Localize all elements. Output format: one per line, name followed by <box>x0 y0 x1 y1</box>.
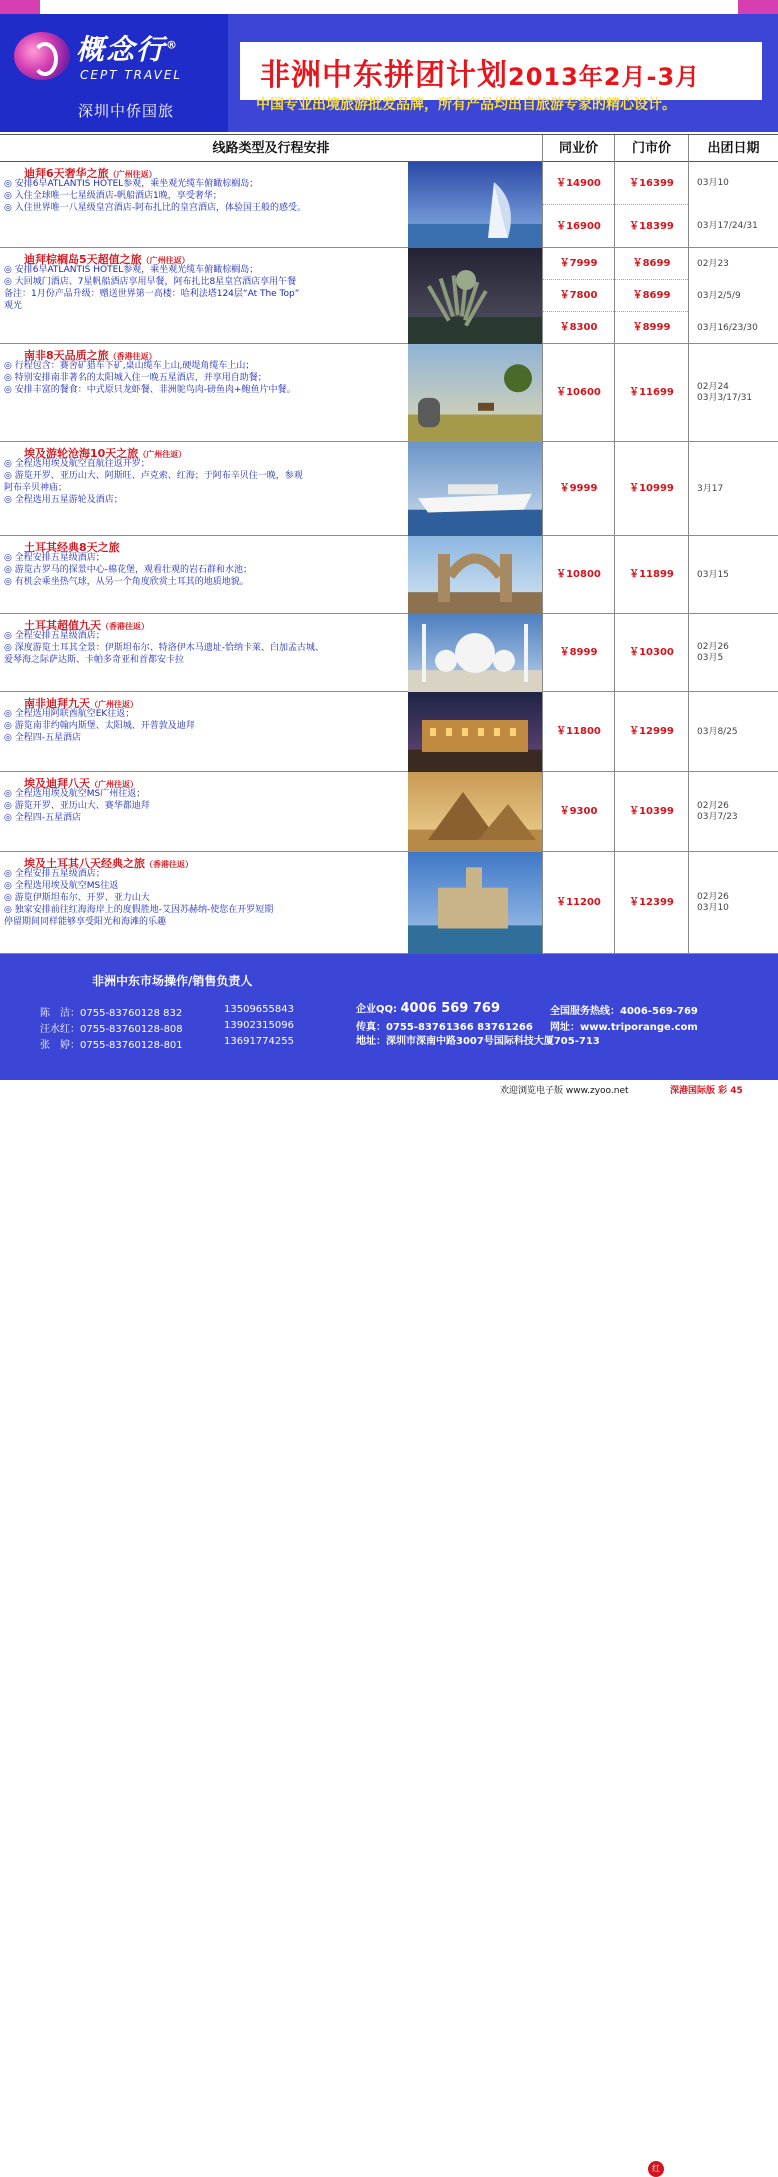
route-description <box>4 868 406 928</box>
departure-date-column <box>688 162 778 248</box>
route-photo <box>408 852 542 954</box>
route-description-line: ◎ 安排丰富的餐食：中式原只龙虾餐、非洲鸵鸟肉-磅鱼肉+鲍鱼片中餐。 <box>4 385 296 395</box>
route-row <box>0 536 778 614</box>
departure-date: 03月10 <box>697 178 729 188</box>
route-photo-icon <box>408 248 542 344</box>
retail-price-column <box>614 344 688 442</box>
bottom-bar <box>0 1080 778 2173</box>
route-photo-icon <box>408 692 542 772</box>
trade-price: ￥11800 <box>556 726 601 737</box>
route-description <box>4 264 406 312</box>
hotline: 全国服务热线：4006-569-769 <box>550 1006 698 1017</box>
main-title: 非洲中东拼团计划2013年2月-3月 <box>260 58 701 93</box>
trade-price: ￥11200 <box>556 897 601 908</box>
trade-price-column <box>542 442 614 536</box>
route-description <box>4 552 406 588</box>
route-title: 迪拜棕榈岛5天超值之旅（广州往返） <box>24 253 190 266</box>
route-description-line: ◎ 全程选用阿联酋航空EK往返； <box>4 709 135 719</box>
route-photo <box>408 442 542 536</box>
trade-price: ￥9300 <box>559 806 598 817</box>
route-description-line: ◎ 特别安排南非著名的太阳城入住一晚五星酒店，并享用自助餐； <box>4 373 267 383</box>
retail-price: ￥8999 <box>632 322 671 333</box>
route-photo-icon <box>408 162 542 248</box>
retail-price: ￥10999 <box>629 483 674 494</box>
route-photo <box>408 614 542 692</box>
departure-date-column <box>688 536 778 614</box>
route-description-line: ◎ 游览伊斯坦布尔、开罗、亚力山大 <box>4 893 150 903</box>
route-description <box>4 708 406 744</box>
retail-price: ￥12999 <box>629 726 674 737</box>
header-departure-date: 出团日期 <box>688 135 778 162</box>
trade-price-column <box>542 162 614 248</box>
route-photo <box>408 162 542 248</box>
route-description-line: ◎ 全程安排五星级酒店； <box>4 553 105 563</box>
retail-price: ￥10399 <box>629 806 674 817</box>
route-title: 土耳其超值九天（香港往返） <box>24 619 149 632</box>
route-description-line: ◎ 有机会乘坐热气球，从另一个角度欣赏土耳其的地质地貌。 <box>4 577 249 587</box>
departure-date-column <box>688 344 778 442</box>
trade-price: ￥7999 <box>543 248 614 280</box>
route-title: 埃及土耳其八天经典之旅（香港往返） <box>24 857 193 870</box>
brand-logo-icon <box>14 32 70 80</box>
route-description <box>4 458 406 506</box>
departure-date: 03月8/25 <box>697 726 738 737</box>
route-photo <box>408 692 542 772</box>
route-photo-icon <box>408 442 542 536</box>
trade-price: ￥10800 <box>556 569 601 580</box>
trade-price-column <box>542 536 614 614</box>
logo-english: CEPT TRAVEL <box>80 68 183 82</box>
route-description-line: ◎ 全程选用埃及航空MS往返 <box>4 881 119 891</box>
trade-price: ￥7800 <box>543 280 614 312</box>
route-description-line: 阿布辛贝神庙； <box>4 483 68 493</box>
retail-price-column <box>614 248 688 344</box>
route-photo-icon <box>408 344 542 442</box>
route-description-line: ◎ 入住世界唯一八星级皇宫酒店-阿布扎比的皇宫酒店，体验国王般的感受。 <box>4 203 306 213</box>
route-photo-icon <box>408 852 542 954</box>
edition-badge: 红 <box>648 2161 664 2177</box>
departure-date: 03月15 <box>697 569 729 580</box>
crop-mark-right <box>738 0 778 14</box>
route-photo <box>408 248 542 344</box>
route-title: 埃及游轮沧海10天之旅（广州往返） <box>24 447 187 460</box>
route-row <box>0 772 778 852</box>
contact-row: 汪水红：0755-83760128-808 13902315096 <box>40 1020 294 1035</box>
crop-mark-left <box>0 0 40 14</box>
table-header <box>0 134 778 162</box>
departure-date: 02月26 03月7/23 <box>697 801 738 822</box>
departure-date: 02月26 03月5 <box>697 642 729 663</box>
route-description-line: ◎ 全程选用埃及航空MS广州往返； <box>4 789 146 799</box>
route-description-line: 观光 <box>4 301 23 311</box>
route-row <box>0 442 778 536</box>
header-retail-price: 门市价 <box>614 135 688 162</box>
edition-note: 欢迎浏览电子版 www.zyoo.net <box>500 1086 629 1096</box>
agency-name: 深圳中侨国旅 <box>78 102 175 120</box>
trade-price-column <box>542 772 614 852</box>
trade-price-column <box>542 344 614 442</box>
route-photo <box>408 344 542 442</box>
route-description <box>4 178 406 214</box>
trade-price: ￥14900 <box>543 162 614 205</box>
route-description-line: ◎ 深度游览土耳其全景：伊斯坦布尔、特洛伊木马遗址-恰纳卡莱、白加孟古城、 <box>4 643 324 653</box>
route-description-line: ◎ 安排6早ATLANTIS HOTEL参观，乘坐观光缆车俯瞰棕榈岛； <box>4 179 259 189</box>
route-description-line: ◎ 全程安排五星级酒店； <box>4 631 105 641</box>
trade-price-column <box>542 852 614 954</box>
retail-price: ￥12399 <box>629 897 674 908</box>
route-title: 南非迪拜九天（广州往返） <box>24 697 138 710</box>
departure-date-column <box>688 772 778 852</box>
footer-title: 非洲中东市场操作/销售负责人 <box>92 974 253 988</box>
route-row <box>0 248 778 344</box>
departure-date: 02月24 03月3/17/31 <box>697 382 753 403</box>
retail-price-column <box>614 162 688 248</box>
route-description-line: ◎ 游览开罗、亚历山大、阿斯旺、卢克索、红海；于阿布辛贝住一晚，参观 <box>4 471 303 481</box>
trade-price-column <box>542 692 614 772</box>
departure-date: 03月16/23/30 <box>697 322 758 333</box>
retail-price: ￥11899 <box>629 569 674 580</box>
retail-price: ￥16399 <box>615 162 688 205</box>
route-row <box>0 614 778 692</box>
corporate-qq: 企业QQ: 4006 569 769 <box>356 1001 501 1016</box>
retail-price-column <box>614 692 688 772</box>
retail-price: ￥10300 <box>629 647 674 658</box>
route-description-line: 停留期间同样能够享受阳光和海滩的乐趣 <box>4 917 167 927</box>
departure-date-column <box>688 614 778 692</box>
departure-date: 3月17 <box>697 483 724 494</box>
header-trade-price: 同业价 <box>542 135 614 162</box>
route-title: 埃及迪拜八天（广州往返） <box>24 777 138 790</box>
route-description-line: ◎ 游览南非约翰内斯堡、太阳城、开普敦及迪拜 <box>4 721 195 731</box>
route-description-line: ◎ 游览开罗、亚历山大、赛华都迪拜 <box>4 801 150 811</box>
route-photo-icon <box>408 536 542 614</box>
departure-date-column <box>688 692 778 772</box>
retail-price-column <box>614 772 688 852</box>
route-row <box>0 344 778 442</box>
route-description-line: ◎ 游览古罗马的探景中心-棉花堡，观看壮观的岩石群和水池； <box>4 565 252 575</box>
page-number: 深港国际版 彩 45 <box>670 1086 743 1096</box>
address: 地址：深圳市深南中路3007号国际科技大厦705-713 <box>356 1036 600 1047</box>
route-description-line: ◎ 全程安排五星级酒店； <box>4 869 105 879</box>
website: 网址：www.triporange.com <box>550 1022 698 1033</box>
trade-price: ￥8300 <box>559 322 598 333</box>
trade-price: ￥9999 <box>559 483 598 494</box>
retail-price-column <box>614 442 688 536</box>
route-title: 迪拜6天奢华之旅（广州往返） <box>24 167 157 180</box>
route-description-line: ◎ 行程包含：赛舍矿猎车下矿,桌山缆车上山,硬堤角缆车上山； <box>4 361 255 371</box>
retail-price: ￥8699 <box>615 248 688 280</box>
footer <box>0 954 778 1080</box>
route-description-line: 爱琴海之际萨达斯、卡帕多奇亚和首都安卡拉 <box>4 655 185 665</box>
title-box <box>240 42 762 100</box>
fax: 传真：0755-83761366 83761266 <box>356 1022 533 1033</box>
departure-date: 03月2/5/9 <box>697 290 741 301</box>
route-description <box>4 788 406 824</box>
departure-date: 02月23 <box>697 258 729 269</box>
route-description-line: 备注：1月份产品升级：赠送世界第一高楼：哈利法塔124层“At The Top” <box>4 289 300 299</box>
route-description-line: ◎ 全程四-五星酒店 <box>4 813 81 823</box>
tagline: 中国专业出境旅游批发品牌，所有产品均出自旅游专家的精心设计。 <box>256 97 676 113</box>
departure-date-column <box>688 442 778 536</box>
departure-date: 02月26 03月10 <box>697 892 729 913</box>
route-photo <box>408 536 542 614</box>
route-description <box>4 630 406 666</box>
retail-price-column <box>614 536 688 614</box>
logo-panel <box>0 14 228 132</box>
route-description-line: ◎ 全程四-五星酒店 <box>4 733 81 743</box>
route-title: 土耳其经典8天之旅 <box>24 541 120 554</box>
departure-date-column <box>688 852 778 954</box>
header-route: 线路类型及行程安排 <box>212 141 330 156</box>
route-row <box>0 162 778 248</box>
trade-price-column <box>542 614 614 692</box>
route-description <box>4 360 406 396</box>
contact-row: 张 婷：0755-83760128-801 13691774255 <box>40 1036 294 1051</box>
route-description-line: ◎ 独家安排前往红海海岸上的度假胜地-艾因苏赫纳-使您在开罗短期 <box>4 905 274 915</box>
route-title: 南非8天品质之旅（香港往返） <box>24 349 157 362</box>
route-description-line: ◎ 安排6早ATLANTIS HOTEL参观，乘坐观光缆车俯瞰棕榈岛； <box>4 265 259 275</box>
departure-date-column <box>688 248 778 344</box>
departure-date: 03月17/24/31 <box>697 221 758 231</box>
route-photo <box>408 772 542 852</box>
retail-price-column <box>614 852 688 954</box>
retail-price-column <box>614 614 688 692</box>
trade-price-column <box>542 248 614 344</box>
route-photo-icon <box>408 772 542 852</box>
trade-price: ￥16900 <box>556 221 601 232</box>
retail-price: ￥18399 <box>629 221 674 232</box>
contact-row: 陈 洁：0755-83760128 832 13509655843 <box>40 1004 294 1019</box>
retail-price: ￥8699 <box>615 280 688 312</box>
retail-price: ￥11699 <box>629 387 674 398</box>
route-description-line: ◎ 大回城门酒店、7星帆船酒店享用早餐，阿布扎比8星皇宫酒店享用午餐 <box>4 277 297 287</box>
route-description-line: ◎ 全程选用埃及航空直航往返开罗； <box>4 459 150 469</box>
trade-price: ￥8999 <box>559 647 598 658</box>
route-description-line: ◎ 入住全球唯一七星级酒店-帆船酒店1晚，享受奢华； <box>4 191 222 201</box>
route-photo-icon <box>408 614 542 692</box>
route-row <box>0 692 778 772</box>
route-row <box>0 852 778 954</box>
trade-price: ￥10600 <box>556 387 601 398</box>
header-banner <box>0 14 778 132</box>
route-description-line: ◎ 全程选用五星游轮及酒店； <box>4 495 123 505</box>
logo-chinese: 概念行® <box>76 33 180 66</box>
